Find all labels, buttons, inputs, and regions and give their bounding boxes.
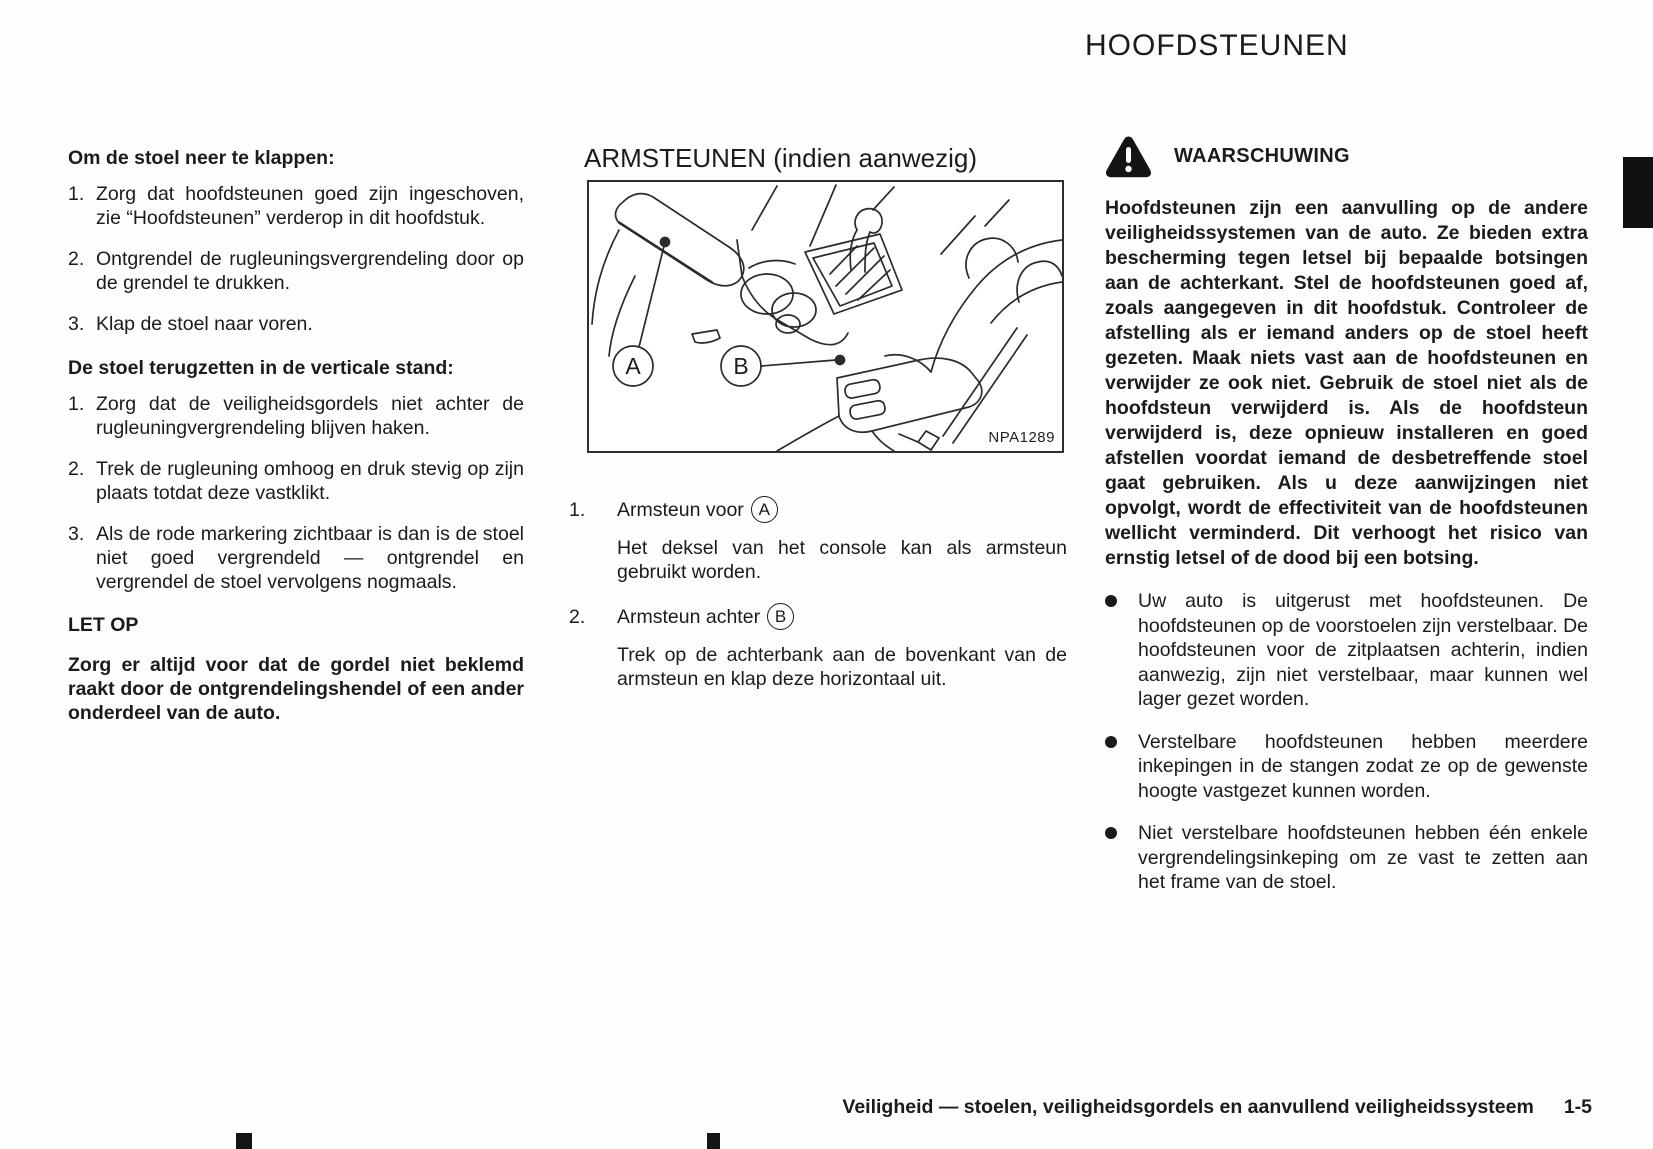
door-line [941,216,975,254]
gear-knob [855,209,882,233]
middle-column [569,144,1067,691]
caution-heading: LET OP [68,614,139,636]
rear-armrest-outline [837,358,982,432]
item-text: Klap de stoel naar voren. [96,313,313,335]
right-column [1105,135,1588,895]
seat-line [592,230,619,324]
leader-line-a [639,246,664,347]
front-armrest-edge [619,222,712,282]
exclamation-dot [1125,166,1131,172]
door-line [985,200,1009,226]
circled-letter-a: A [751,496,778,523]
rear-armrest-recess [849,400,886,420]
seat-fold-line [885,355,931,372]
section-heading-fold-seat: Om de stoel neer te klappen: [68,147,335,169]
item-text: Zorg dat de veiligheidsgordels niet achter de rugleuningvergrendeling blijven haken. [96,393,524,439]
print-registration-mark [707,1133,720,1149]
bullet-text: Verstelbare hoofdsteunen hebben meerdere inkepingen in de stangen zodat ze op de gewenste hoogte vastgezet kunnen worden. [1138,730,1588,802]
armrest-item-front [569,496,1067,584]
dashboard-line [873,187,894,210]
gear-boot-folds [830,246,890,300]
caution-text: Zorg er altijd voor dat de gordel niet beklemd raakt door de ontgrendelingshendel of een ander onderdeel van de auto. [68,654,524,724]
warning-text: Hoofdsteunen zijn een aanvulling op de andere veiligheidssystemen van de auto. Ze bieden extra bescherming tegen letsel bij bepaalde botsingen aan de achterkant. Stel de hoofdsteunen goed af, zoals aangegeven in dit hoofdstuk. Controleer de afstelling als er iemand anders op de stoel heeft gezeten. Maak niets vast aan de hoofdsteunen en verwijder ze ook niet. Gebruik de stoel niet als de hoofdsteun verwijderd is. Als de hoofdsteun verwijderd is, deze opnieuw installeren en goed afstellen voordat iemand de desbetreffende stoel gaat gebruiken. Als u deze aanwijzingen niet opvolgt, wordt de effectiviteit van de hoofdsteunen wellicht verminderd. Dit verhoogt het risico van ernstig letsel of de dood bij een botsing. [1105,197,1588,569]
dashboard-line [752,186,777,230]
warning-header [1105,135,1588,178]
rear-headrest [1017,261,1062,302]
armrest-item-head [569,603,1067,630]
exclamation-bar [1126,147,1131,163]
section-heading-restore-seat: De stoel terugzetten in de verticale stand: [68,357,454,379]
seat-line [609,276,635,356]
item-text: Trek op de achterbank aan de bovenkant van de armsteun en klap deze horizontaal uit. [617,644,1067,690]
bullet-icon [1105,821,1138,895]
item-number: 2. [68,248,85,270]
bullet-icon [1105,589,1138,712]
bullet-text: Niet verstelbare hoofdsteunen hebben één enkele vergrendelingsinkeping om ze vast te zetten aan het frame van de stoel. [1138,822,1588,893]
item-text: Het deksel van het console kan als armsteun gebruikt worden. [617,537,1067,583]
warning-icon [1105,135,1152,178]
cup-holder-inner [776,315,800,333]
footer-text: Veiligheid — stoelen, veiligheidsgordels en aanvullend veiligheidssysteem [842,1096,1534,1118]
seatbelt-buckle [918,431,939,450]
list-item [68,247,524,295]
list-item [68,457,524,505]
item-number: 1. [68,183,85,205]
item-number: 3. [68,313,85,335]
item-title: Armsteun achter [617,605,761,628]
bullet-item [1105,589,1588,712]
item-text: Zorg dat hoofdsteunen goed zijn ingeschoven, zie “Hoofdsteunen” verderop in dit hoofdstuk. [96,183,524,229]
rear-armrest-recess [844,379,881,399]
gear-surround-inner [813,243,892,306]
callout-dot-a [661,238,670,247]
page-number: 1-5 [1563,1096,1592,1118]
item-text: Ontgrendel de rugleuningsvergrendeling door op de grendel te drukken. [96,248,524,294]
item-number: 2. [569,605,586,628]
section-tab-marker [1623,157,1653,228]
seat-cushion-line [777,416,839,451]
rear-seatback [991,282,1062,323]
figure-label-b: B [733,353,749,379]
item-number: 1. [569,498,586,521]
item-text: Als de rode markering zichtbaar is dan is de stoel niet goed vergrendeld — ontgrendel en vergrendel de stoel vervolgens nogmaals. [96,523,524,593]
car-interior-illustration [589,182,1062,451]
item-title: Armsteun voor [617,498,744,521]
bullet-item [1105,730,1588,804]
latch-shape [692,330,720,343]
seatbelt-strap [899,434,918,442]
figure-caption: NPA1289 [988,429,1055,446]
figure-label-a: A [625,353,641,379]
rear-seatback [931,240,1062,372]
page-title: HOOFDSTEUNEN [1085,29,1349,62]
dashboard-line [810,185,836,246]
item-number: 1. [68,393,85,415]
front-armrest-outline [616,194,744,286]
console-outline [749,261,795,268]
figure-box [587,180,1064,453]
list-item [68,312,524,336]
seatbelt-strap [943,328,1027,443]
leader-line-b [761,360,836,366]
armrest-section-heading: ARMSTEUNEN (indien aanwezig) [584,143,978,173]
seat-cushion-line [872,431,894,451]
left-column [68,146,524,725]
bullet-list [1105,589,1588,895]
armrest-item-rear [569,603,1067,691]
item-number: 3. [68,523,85,545]
list-item [68,522,524,594]
bullet-text: Uw auto is uitgerust met hoofdsteunen. De hoofdsteunen op de voorstoelen zijn verstelbaar. De hoofdsteunen voor de zitplaatsen achterin, indien aanwezig, zijn niet verstelbaar, maar kunnen wel lager gezet worden. [1138,590,1588,710]
item-number: 2. [68,458,85,480]
page-footer [842,1096,1592,1119]
cup-holder [772,293,816,327]
bullet-item [1105,821,1588,895]
item-text: Trek de rugleuning omhoog en druk stevig op zijn plaats totdat deze vastklikt. [96,458,524,504]
list-item [68,182,524,230]
armrest-item-head [569,496,1067,523]
circled-letter-b: B [767,603,794,630]
list-item [68,392,524,440]
warning-heading: WAARSCHUWING [1174,145,1350,167]
bullet-icon [1105,730,1138,804]
print-registration-mark [236,1133,252,1149]
